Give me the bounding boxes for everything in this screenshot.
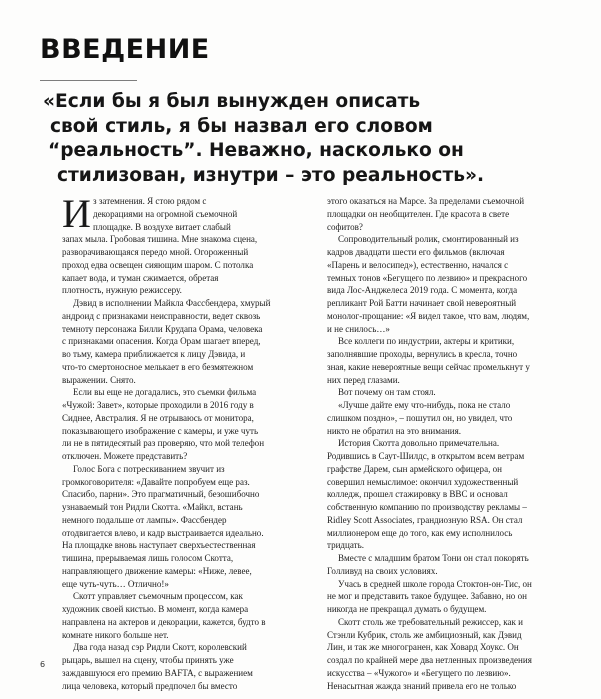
body-text-line: ли не в пятидесятый раз проверяю, что мой телефон bbox=[62, 438, 265, 449]
page-title: ВВЕДЕНИЕ bbox=[40, 34, 210, 65]
body-text-line: «Лучше дайте ему что-нибудь, пока не стало bbox=[338, 400, 511, 410]
body-text-line: Скотт управляет съемочным процессом, как bbox=[73, 591, 243, 602]
body-text-line: монолог-прощание: «Я видел такое, что вам, людям, bbox=[327, 310, 530, 321]
body-text-line: совершил немыслимое: окончил художественный bbox=[327, 476, 519, 487]
body-text-line: заполнявшие проходы, вернулись в кресла, точно bbox=[327, 349, 518, 359]
body-text-line: что-то смертоносное мелькает в его безмятежном bbox=[62, 361, 254, 372]
body-text-line: не мог и представить такое будущее. Забавно, но он bbox=[327, 591, 527, 602]
body-text-line: графстве Дарем, сын армейского офицера, он bbox=[327, 463, 502, 474]
body-text-line: отключен. Можете представить? bbox=[62, 451, 188, 461]
body-text-line: слишком поздно», – пошутил он, но увидел, что bbox=[327, 412, 513, 423]
pull-quote-line: «Если бы я был вынужден описать bbox=[43, 91, 421, 112]
body-text-line: Голос Бога с потрескиванием звучит из bbox=[73, 463, 225, 474]
body-text-line: во тьму, камера приближается к лицу Дэвида, и bbox=[62, 349, 246, 359]
body-text-line: «Парень и велосипед»), естественно, начался с bbox=[327, 259, 509, 270]
body-text-line: Скотт столь же требовательный режиссер, как и bbox=[338, 616, 524, 627]
body-text-line: Родившись в Саут-Шилдс, в открытом всем ветрам bbox=[327, 451, 525, 461]
body-text-line: громкоговорителя: «Давайте попробуем еще раз. bbox=[62, 476, 250, 487]
body-text-line: На площадке вновь наступает сверхъестественная bbox=[62, 540, 256, 551]
body-text-line: тишина, прерываемая лишь голосом Скотта, bbox=[62, 553, 234, 563]
body-text-line: запах мыла. Гробовая тишина. Мне знакома сцена, bbox=[62, 234, 258, 245]
body-column-right bbox=[327, 195, 532, 692]
body-text-line: репликант Рой Батти начинает свой невероятный bbox=[327, 298, 517, 308]
body-text-line: темных тонов «Бегущего по лезвию» и прекрасного bbox=[327, 272, 528, 283]
body-text-line: рыцарь, вышел на сцену, чтобы принять уже bbox=[62, 655, 234, 665]
body-text-line: Ridley Scott Associates, грандиозную RSA. Он стал bbox=[327, 514, 523, 525]
body-text-line: и не снилось…» bbox=[327, 323, 390, 334]
body-text-line: Сопроводительный ролик, смонтированный из bbox=[338, 234, 519, 245]
body-text-line: проход едва освещен сияющим шаром. С потолка bbox=[62, 259, 254, 270]
body-text-line: Голливуд на своих условиях. bbox=[327, 565, 438, 576]
body-text-line: Все коллеги по индустрии, актеры и критики, bbox=[338, 336, 515, 347]
body-text-line: капает вода, и туман сжимается, обретая bbox=[62, 272, 219, 283]
body-text-line: лица человека, который предпочел бы вместо bbox=[62, 680, 238, 691]
body-text-line: плотность, нужную режиссеру. bbox=[62, 285, 182, 296]
body-text-line: узнаваемый тон Ридли Скотта. «Майкл, встань bbox=[62, 502, 243, 512]
body-text-line: андроид с признаками неисправности, ведет сквозь bbox=[62, 310, 261, 321]
body-text-line: комнате никого больше нет. bbox=[62, 629, 169, 640]
body-text-line: разворачивающаяся передо мной. Огороженный bbox=[62, 247, 249, 257]
body-text-line: этого оказаться на Марсе. За пределами съемочной bbox=[327, 196, 525, 206]
body-text-line: них перед глазами. bbox=[327, 374, 400, 385]
body-text-line: площадки он необщителен. Где красота в свете bbox=[327, 208, 510, 219]
body-text-line: Спасибо, парни». Это прагматичный, безошибочно bbox=[62, 489, 260, 500]
body-text-line: отодвигается влево, и кадр выстраивается идеально. bbox=[62, 527, 264, 538]
body-text-line: Вот почему он там стоял. bbox=[338, 387, 436, 398]
body-text-line: Лин, и так же многогранен, как Ховард Хоукс. Он bbox=[327, 642, 519, 653]
body-text-line: никогда не прекращал думать о будущем. bbox=[327, 604, 487, 614]
body-text-line: никто не обратил на это внимания. bbox=[327, 425, 462, 436]
body-text-line: Ненасытная жажда знаний привела его не только bbox=[327, 680, 517, 691]
body-text-line: с признаками опасения. Когда Орам шагает вперед, bbox=[62, 336, 261, 347]
body-text-line: Два года назад сэр Ридли Скотт, королевский bbox=[73, 642, 247, 653]
body-text-line: Вместе с младшим братом Тони он стал покорять bbox=[338, 553, 529, 563]
body-text-line: миллионером еще до того, как ему исполнилось bbox=[327, 527, 513, 538]
body-text-line: направлена на актеров и декорации, кажется, будто в bbox=[62, 616, 266, 627]
pull-quote-line: “реальность”. Неважно, насколько он bbox=[48, 140, 464, 161]
body-text-line: тридцать. bbox=[327, 540, 364, 551]
body-text-line: собственную компанию по производству рекламы – bbox=[327, 502, 527, 512]
body-text-line: декорациями на огромной съемочной bbox=[93, 208, 238, 219]
body-text-line: Учась в средней школе города Стоктон-он-Тис, он bbox=[338, 578, 532, 589]
body-text-line: софитов? bbox=[327, 221, 363, 232]
body-text-line: вида Лос-Анджелеса 2019 года. С момента, когда bbox=[327, 285, 518, 296]
pull-quote bbox=[40, 90, 560, 188]
body-text-line: немного подальше от лампы». Фассбендер bbox=[62, 514, 227, 525]
body-text-line: Если вы еще не догадались, это съемки фильма bbox=[73, 387, 257, 398]
drop-cap: И bbox=[62, 191, 91, 236]
body-text-line: колледж, прошел стажировку в BBC и основал bbox=[327, 489, 508, 500]
body-text-line: искусства – «Чужого» и «Бегущего по лезвию». bbox=[327, 667, 511, 678]
body-text-line: Дэвид в исполнении Майкла Фассбендера, хмурый bbox=[73, 298, 271, 308]
body-text-line: создал по крайней мере два нетленных произведения bbox=[327, 655, 532, 665]
body-column-left bbox=[62, 191, 271, 692]
body-text-line: «Чужой: Завет», которые проходили в 2016 году в bbox=[62, 400, 254, 410]
body-text-line: темноту персонажа Билли Крудапа Орама, человека bbox=[62, 323, 263, 334]
page-number: 6 bbox=[40, 660, 46, 669]
body-text-line: заждавшуюся его премию BAFTA, с выражением bbox=[62, 667, 253, 678]
body-text-line: показывающего изображение с камеры, и уже чуть bbox=[62, 425, 259, 436]
pull-quote-line: свой стиль, я бы назвал его словом bbox=[50, 115, 433, 137]
body-text-line: площадке. В воздухе витает слабый bbox=[93, 221, 231, 232]
title-divider bbox=[40, 80, 137, 81]
body-text-line: Сиднее, Австралия. Я не отрываюсь от монитора, bbox=[62, 412, 254, 423]
body-text-line: з затемнения. Я стою рядом с bbox=[93, 196, 207, 206]
body-text-line: выражении. Снято. bbox=[62, 374, 136, 385]
body-text-line: История Скотта довольно примечательна. bbox=[338, 438, 500, 449]
body-text-line: зная, какие невероятные вещи сейчас промелькнут у bbox=[327, 361, 530, 372]
pull-quote-line: стилизован, изнутри – это реальность». bbox=[57, 164, 485, 186]
body-text-line: художник своей кистью. В момент, когда камера bbox=[62, 604, 249, 614]
body-text-line: еще чуть-чуть… Отлично!» bbox=[62, 578, 169, 589]
body-text-line: направляющего движение камеры: «Ниже, левее, bbox=[62, 565, 252, 576]
body-text-line: кадров двадцати шести его фильмов (включая bbox=[327, 247, 505, 257]
body-text-line: Стэнли Кубрик, столь же амбициозный, как Дэвид bbox=[327, 629, 522, 640]
